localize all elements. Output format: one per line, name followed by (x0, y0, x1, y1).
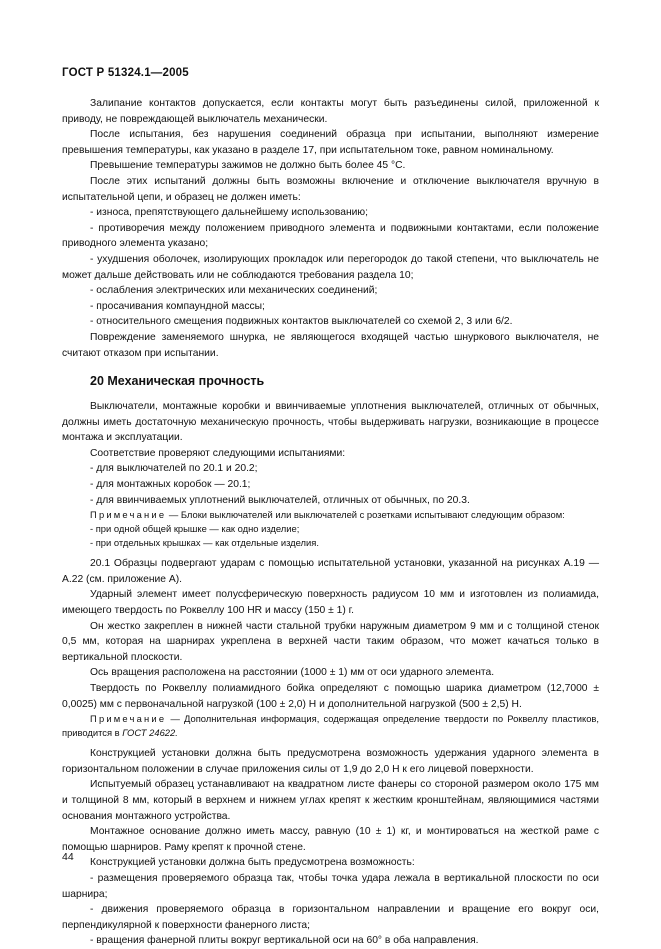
list-item: - противоречия между положением приводного элемента и подвижными контактами, если положение приводного элемента указано; (62, 222, 599, 250)
paragraph: Превышение температуры зажимов не должно быть более 45 °С. (90, 160, 406, 172)
section-heading: 20 Механическая прочность (90, 374, 265, 389)
list-item: - движения проверяемого образца в горизонтальном направлении и вращение его вокруг оси, перпендикулярной к поверхности фанерного листа; (62, 904, 599, 931)
note-label: Примечание (90, 509, 167, 521)
paragraph: После испытания, без нарушения соединений образца при испытании, выполняют измерение превышения температуры, как указано в разделе 17, при испытательном токе, равном номинальному. (62, 129, 599, 156)
paragraph: Залипание контактов допускается, если контакты могут быть разъединены силой, приложенной к приводу, не повреждающей выключатель механически. (62, 98, 599, 125)
note (62, 508, 599, 522)
paragraph: Твердость по Роквеллу полиамидного бойка определяют с помощью шарика диаметром (12,7000 ± 0,0025) мм с первоначальной нагрузкой (100 ± 2,0) Н и дополнительной нагрузкой (500 ± 2,5) Н. (62, 683, 599, 710)
paragraph: Он жестко закреплен в нижней части стальной трубки наружным диаметром 9 мм и с толщиной стенок 0,5 мм, которая на шарнирах укреплена в верхней части таким образом, что может качаться только в вертикальной плоскости. (62, 620, 599, 663)
list-item: - для ввинчиваемых уплотнений выключателей, отличных от обычных, по 20.3. (90, 494, 470, 506)
page-number: 44 (62, 851, 74, 863)
note-label: Примечание (90, 713, 167, 725)
paragraph: Соответствие проверяют следующими испытаниями: (90, 447, 346, 459)
note-text: — Блоки выключателей или выключателей с розетками испытывают следующим образом: (168, 509, 565, 521)
paragraph: Выключатели, монтажные коробки и ввинчиваемые уплотнения выключателей, отличных от обычных, должны иметь достаточную механическую прочность, чтобы выдерживать нагрузки, возникающие в процессе монтажа и эксплуатации. (62, 401, 599, 444)
list-item: - ухудшения оболочек, изолирующих прокладок или перегородок до такой степени, что выключатель не может дальше действовать или не соблюдаются требования раздела 10; (62, 253, 599, 281)
paragraph: Монтажное основание должно иметь массу, равную (10 ± 1) кг, и монтироваться на жесткой раме с помощью шарниров. Раму крепят к прочной стене. (62, 826, 599, 853)
list-item: - вращения фанерной плиты вокруг вертикальной оси на 60° в оба направления. (90, 935, 479, 947)
list-item: - размещения проверяемого образца так, чтобы точка удара лежала в вертикальной плоскости по оси шарнира; (62, 872, 599, 900)
paragraph: Конструкцией установки должна быть предусмотрена возможность удержания ударного элемента в горизонтальном положении в случае приложения силы от 1,9 до 2,0 Н к его лицевой поверхности. (62, 748, 599, 775)
paragraph: Ось вращения расположена на расстоянии (1000 ± 1) мм от оси ударного элемента. (90, 667, 495, 679)
note-list-item: - при одной общей крышке — как одно изделие; (90, 523, 300, 535)
document-header: ГОСТ Р 51324.1—2005 (62, 67, 189, 79)
list-item: - для выключателей по 20.1 и 20.2; (90, 463, 258, 475)
note-text: — Дополнительная информация, содержащая определение твердости по Роквеллу пластиков, приводится в (62, 713, 599, 739)
paragraph: После этих испытаний должны быть возможны включение и отключение выключателя вручную в испытательной цепи, и образец не должен иметь: (62, 175, 599, 203)
paragraph: Испытуемый образец устанавливают на квадратном листе фанеры со стороной размером около 175 мм и толщиной 8 мм, который в верхнем и нижнем углах крепят к жестким кронштейнам, являющимися частями основания монтажного устройства. (62, 779, 599, 822)
list-item: - для монтажных коробок — 20.1; (90, 479, 251, 491)
note-list-item: - при отдельных крышках — как отдельные изделия. (90, 537, 319, 549)
list-item: - просачивания компаундной массы; (90, 300, 265, 312)
paragraph: 20.1 Образцы подвергают ударам с помощью испытательной установки, указанной на рисунках А.19 — А.22 (см. приложение А). (62, 558, 599, 585)
paragraph: Повреждение заменяемого шнурка, не являющегося входящей частью шнуркового выключателя, не считают отказом при испытании. (62, 331, 599, 359)
paragraph: Ударный элемент имеет полусферическую поверхность радиусом 10 мм и изготовлен из полиамида, имеющего твердость по Роквеллу 100 HR и массу (150 ± 1) г. (62, 589, 599, 617)
document-body (62, 96, 599, 949)
list-item: - износа, препятствующего дальнейшему использованию; (90, 207, 368, 219)
note-reference: ГОСТ 24622. (122, 727, 178, 739)
note (62, 712, 599, 740)
list-item: - относительного смещения подвижных контактов выключателей со схемой 2, 3 или 6/2. (90, 316, 513, 328)
list-item: - ослабления электрических или механических соединений; (90, 285, 378, 297)
paragraph: Конструкцией установки должна быть предусмотрена возможность: (90, 857, 415, 869)
